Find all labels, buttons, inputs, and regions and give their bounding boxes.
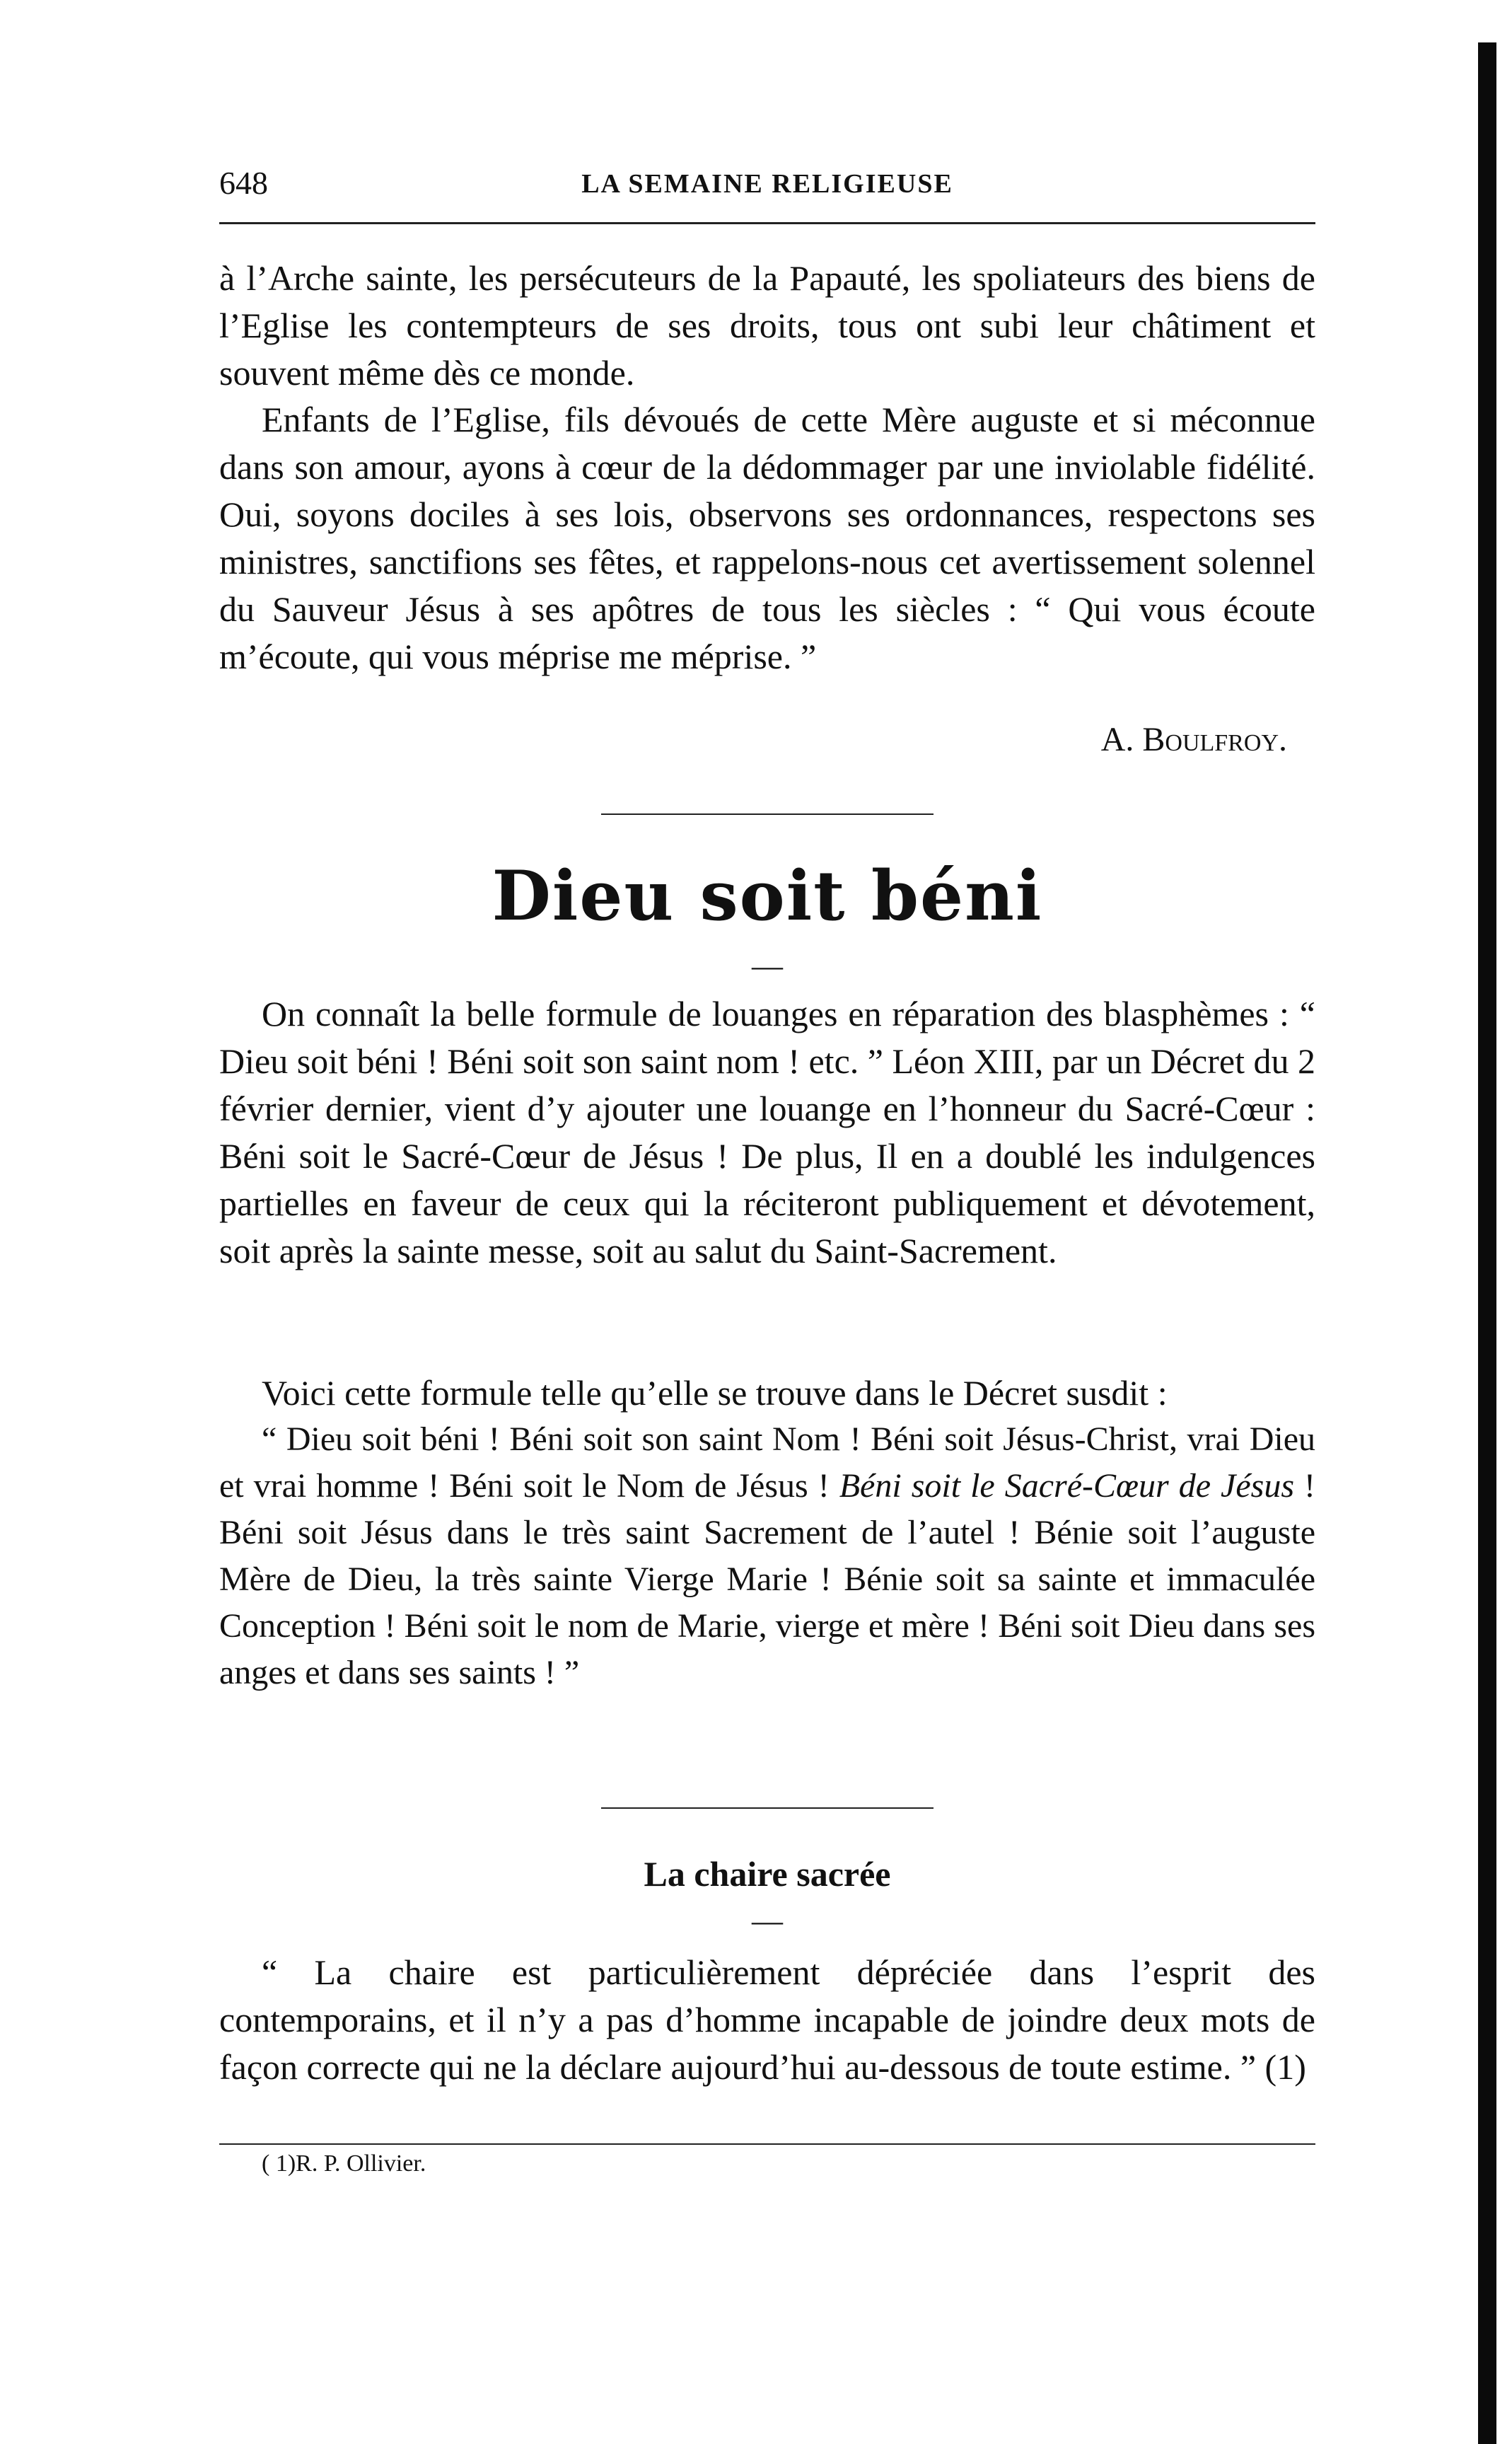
prayer-part-1: “ Dieu soit béni ! Béni soit son saint Nom ! Béni soit Jésus-Christ, vrai Dieu et vrai homme ! Béni soit le Nom de Jésus ! — [219, 1420, 1315, 1505]
article2-paragraph-1: On connaît la belle formule de louanges en réparation des blasphèmes : “ Dieu soit béni ! Béni soit son saint nom ! etc. ” Léon XIII, par un Décret du 2 février dernier, vient d’y ajouter une louange en l’honneur du Sacré-Cœur : Béni soit le Sacré-Cœur de Jésus ! De plus, Il en a doublé les indulgences partielles en faveur de ceux qui la réciteront publiquement et dévotement, soit après la sainte messe, soit au salut du Saint-Sacrement. — [219, 994, 1315, 1270]
page-header — [219, 164, 1315, 207]
article3-title-dash: — — [752, 1904, 783, 1938]
page-number: 648 — [219, 165, 268, 201]
header-rule — [219, 222, 1315, 224]
prayer-part-3: ! Béni soit Jésus dans le très saint Sacrement de l’autel ! Bénie soit l’auguste Mère de Dieu, la très sainte Vierge Marie ! Bénie soit sa sainte et immaculée Conception ! Béni soit le nom de Marie, vierge et mère ! Béni soit Dieu dans ses anges et dans ses saints ! ” — [219, 1467, 1316, 1691]
article2-title: Dieu soit béni — [492, 856, 1043, 936]
footnote-rule — [219, 2143, 1315, 2145]
article1-paragraph-1: à l’Arche sainte, les persécuteurs de la Papauté, les spoliateurs des biens de l’Eglise les contempteurs de ses droits, tous ont subi leur châtiment et souvent même dès ce monde. — [219, 258, 1315, 393]
scan-edge-bar — [1478, 42, 1496, 2444]
section-divider-2 — [601, 1807, 934, 1809]
prayer-formula — [219, 1416, 1315, 1696]
section-divider-1 — [601, 813, 934, 815]
running-title: LA SEMAINE RELIGIEUSE — [581, 169, 953, 199]
signature: A. Boulfroy. — [1100, 721, 1287, 758]
article3-title: La chaire sacrée — [644, 1854, 891, 1894]
footnote: ( 1)R. P. Ollivier. — [262, 2150, 426, 2177]
article3-paragraph-1: “ La chaire est particulièrement dépréciée dans l’esprit des contemporains, et il n’y a pas d’homme incapable de joindre deux mots de façon correcte qui ne la déclare aujourd’hui au-dessous de toute estime. ” (1) — [219, 1952, 1315, 2087]
prayer-part-2-italic: Béni soit le Sacré-Cœur de Jésus — [839, 1467, 1295, 1505]
article1-paragraph-2: Enfants de l’Eglise, fils dévoués de cette Mère auguste et si méconnue dans son amour, ayons à cœur de la dédommager par une inviolable fidélité. Oui, soyons dociles à ses lois, observons ses ordonnances, respectons ses ministres, sanctifions ses fêtes, et rappelons-nous cet avertissement solennel du Sauveur Jésus à ses apôtres de tous les siècles : “ Qui vous écoute m’écoute, qui vous méprise me méprise. ” — [219, 400, 1315, 676]
article2-paragraph-2: Voici cette formule telle qu’elle se trouve dans le Décret susdit : — [262, 1373, 1168, 1413]
article2-title-dash: — — [752, 949, 783, 983]
